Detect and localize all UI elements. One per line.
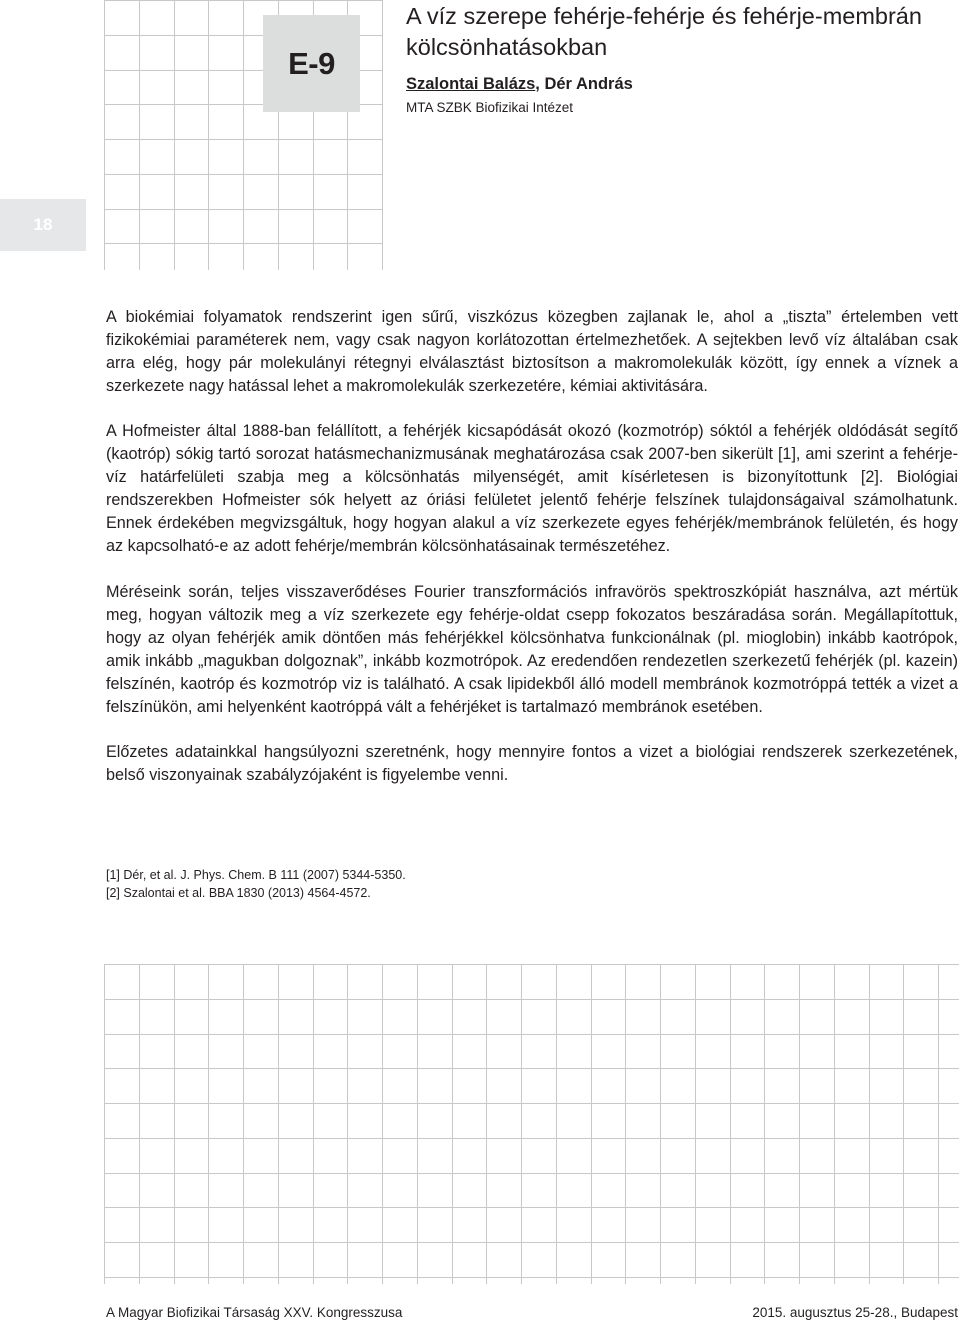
grid-line (104, 1277, 959, 1278)
grid-line (104, 1068, 959, 1069)
grid-line (521, 964, 522, 1284)
grid-line (834, 964, 835, 1284)
grid-line (243, 964, 244, 1284)
grid-line (695, 964, 696, 1284)
grid-line (799, 964, 800, 1284)
grid-line (347, 964, 348, 1284)
grid-line (903, 964, 904, 1284)
grid-line (486, 964, 487, 1284)
grid-line (208, 964, 209, 1284)
references (106, 867, 406, 902)
grid-line (382, 0, 383, 270)
bottom-notes-grid (104, 964, 960, 1284)
paragraph: A biokémiai folyamatok rendszerint igen sűrű, viszkózus közegben zajlanak le, ahol a „tiszta” értelemben vett fizikokémiai paraméterek nem, vagy csak nagyon korlátozottan értelmezhetőek. A sejtekben levő víz általában csak arra elég, hogy pár molekulányi rétegnyi elválasztást biztosítson a makromolekulák között, így ennek a víznek a szerkezete nagy hatással lehet a makromolekulák szerkezetére, kémiai aktivitására. (106, 308, 958, 395)
reference: [2] Szalontai et al. BBA 1830 (2013) 4564-4572. (106, 885, 371, 900)
abstract-body (106, 306, 958, 787)
grid-line (382, 964, 383, 1284)
grid-line (174, 0, 175, 270)
page-number-tab (0, 199, 86, 251)
grid-line (104, 1173, 959, 1174)
abstract-title: A víz szerepe fehérje-fehérje és fehérje-membrán kölcsönhatásokban (406, 3, 922, 60)
grid-line (104, 999, 959, 1000)
reference: [1] Dér, et al. J. Phys. Chem. B 111 (2007) 5344-5350. (106, 868, 406, 882)
grid-line (660, 964, 661, 1284)
grid-line (104, 1034, 959, 1035)
grid-line (208, 0, 209, 270)
grid-line (869, 964, 870, 1284)
footer-date-place: 2015. augusztus 25-28., Budapest (752, 1305, 958, 1320)
grid-line (591, 964, 592, 1284)
grid-line (139, 0, 140, 270)
grid-line (104, 0, 105, 270)
grid-line (313, 964, 314, 1284)
grid-line (556, 964, 557, 1284)
institute: MTA SZBK Biofizikai Intézet (406, 100, 574, 115)
grid-line (730, 964, 731, 1284)
coauthors: , Dér András (535, 75, 633, 93)
abstract-code: E-9 (288, 45, 335, 81)
paragraph: Méréseink során, teljes visszaverődéses Fourier transzformációs infravörös spektroszkópiát használva, azt mértük meg, hogyan változik meg a víz szerkezete egy fehérje-oldat csepp fokozatos beszáradása során. Megállapítottuk, hogy az olyan fehérjék amik döntően más fehérjékkel kölcsönhatva funkcionálnak (pl. mioglobin) inkább kaotrópok, amik inkább „magukban dolgoznak”, inkább kozmotrópok. Az eredendően rendezetlen szerkezetű fehérjék (pl. kazein) felszínén, kaotróp és kozmotróp viz is található. A csak lipidekből álló modell membránok kozmotróppá tették a vizet a felszínükön, ami helyenként kaotróppá vált a fehérjéket is tartalmazó membránok esetében. (106, 583, 958, 716)
grid-line (764, 964, 765, 1284)
grid-line (625, 964, 626, 1284)
grid-line (104, 1138, 959, 1139)
paragraph: A Hofmeister által 1888-ban felállított, a fehérjék kicsapódását okozó (kozmotróp) sóktól a fehérjék oldódását segítő (kaotróp) sókig tartó sorozat hatásmechanizmusának meghatározása csak 2007-ben sikerült [1], ami szerint a fehérje-víz határfelületi szabja meg a kölcsönhatás milyenségét, amit kísérletesen is bizonyítottunk [2]. Biológiai rendszerekben Hofmeister sók helyett az óriási felületet jelentő fehérje felszínek tulajdonságaival számolhatunk. Ennek érdekében megvizsgáltuk, hogy hogyan alakul a víz szerkezete egyes fehérjék/membránok felületén, és hogy az kapcsolható-e az adott fehérje/membrán kölcsönhatásainak természetéhez. (106, 422, 958, 555)
abstract-code-box (263, 15, 360, 112)
grid-line (104, 1207, 959, 1208)
grid-line (417, 964, 418, 1284)
grid-line (139, 964, 140, 1284)
page-number: 18 (33, 215, 53, 234)
grid-line (938, 964, 939, 1284)
grid-line (104, 1242, 959, 1243)
grid-line (452, 964, 453, 1284)
grid-line (104, 964, 105, 1284)
authors (406, 75, 633, 94)
footer-conference: A Magyar Biofizikai Társaság XXV. Kongresszusa (106, 1305, 403, 1320)
presenting-author: Szalontai Balázs (406, 75, 536, 93)
grid-line (278, 964, 279, 1284)
grid-line (243, 0, 244, 270)
paragraph: Előzetes adatainkkal hangsúlyozni szeretnénk, hogy mennyire fontos a vizet a biológiai rendszerek szerkezetének, belső viszonyainak szabályzójaként is figyelembe venni. (106, 743, 958, 784)
grid-line (104, 1103, 959, 1104)
grid-line (174, 964, 175, 1284)
grid-line (104, 964, 959, 965)
